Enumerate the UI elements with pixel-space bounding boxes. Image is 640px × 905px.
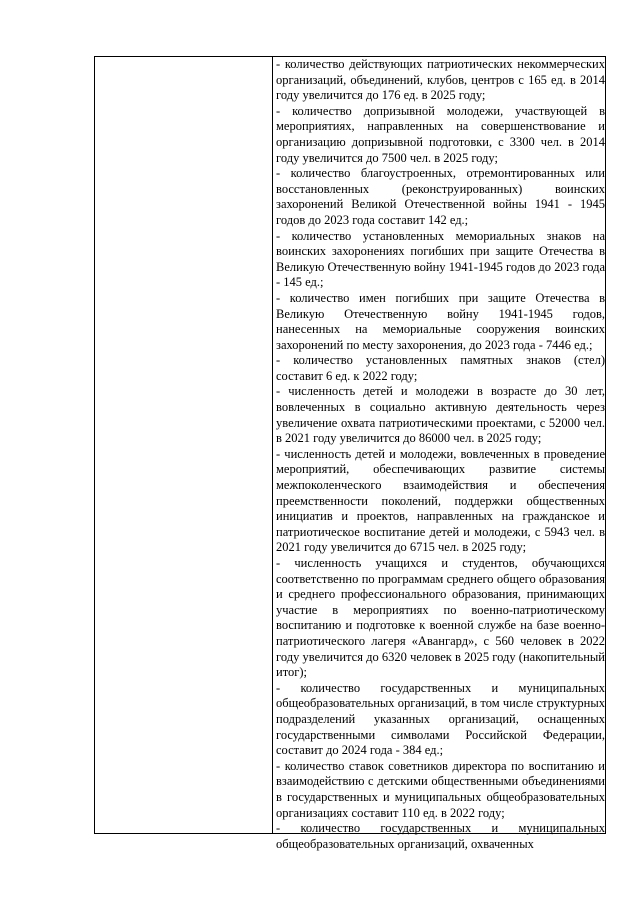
indicator-paragraph: - количество государственных и муниципальных общеобразовательных организаций, в том числе структурных подразделений указанных организаций, оснащенных государственными символами Российской Федерации, составит до 2024 года - 384 ед.; <box>276 680 605 758</box>
indicator-paragraph: - количество установленных мемориальных знаков на воинских захоронениях погибших при защите Отечества в Великую Отечественную войну 1941-1945 годов до 2023 года - 145 ед.; <box>276 228 605 290</box>
indicator-paragraph: - количество ставок советников директора по воспитанию и взаимодействию с детскими общественными объединениями в государственных и муниципальных общеобразовательных организациях составит 110 ед. в 2022 году; <box>276 758 605 820</box>
indicator-paragraph: - численность детей и молодежи, вовлеченных в проведение мероприятий, обеспечивающих развитие системы межпоколенческого взаимодействия и обеспечения преемственности поколений, поддержки общественных инициатив и проектов, направленных на гражданское и патриотическое воспитание детей и молодежи, с 5943 чел. в 2021 году увеличится до 6715 чел. в 2025 году; <box>276 446 605 555</box>
indicator-paragraph: - численность учащихся и студентов, обучающихся соответственно по программам среднего общего образования и среднего профессионального образования, принимающих участие в мероприятиях по военно-патриотическому воспитанию и подготовке к военной службе на базе военно-патриотического лагеря «Авангард», с 560 человек в 2022 году увеличится до 6320 человек в 2025 году (накопительный итог); <box>276 556 605 680</box>
indicator-paragraph: - численность детей и молодежи в возрасте до 30 лет, вовлеченных в социально активную деятельность через увеличение охвата патриотическими проектами, с 52000 чел. в 2021 году увеличится до 86000 чел. в 2025 году; <box>276 384 605 446</box>
indicator-paragraph: - количество допризывной молодежи, участвующей в мероприятиях, направленных на совершенствование и организацию допризывной подготовки, с 3300 чел. в 2014 году увеличится до 7500 чел. в 2025 году; <box>276 103 605 165</box>
indicator-paragraph: - количество государственных и муниципальных общеобразовательных организаций, охваченных <box>276 821 605 851</box>
indicator-paragraph: - количество действующих патриотических некоммерческих организаций, объединений, клубов, центров с 165 ед. в 2014 году увеличится до 176 ед. в 2025 году; <box>276 57 605 103</box>
indicator-paragraph: - количество благоустроенных, отремонтированных или восстановленных (реконструированных) воинских захоронений Великой Отечественной войны 1941 - 1945 годов до 2023 года составит 142 ед.; <box>276 166 605 227</box>
table-right-cell <box>273 57 605 851</box>
table-left-cell <box>95 57 273 833</box>
indicator-paragraph: - количество имен погибших при защите Отечества в Великую Отечественную войну 1941-1945 годов, нанесенных на мемориальные сооружения воинских захоронений по месту захоронения, до 2023 года - 7446 ед.; <box>276 290 605 352</box>
indicator-paragraph: - количество установленных памятных знаков (стел) составит 6 ед. к 2022 году; <box>276 353 605 383</box>
document-table <box>94 56 606 851</box>
